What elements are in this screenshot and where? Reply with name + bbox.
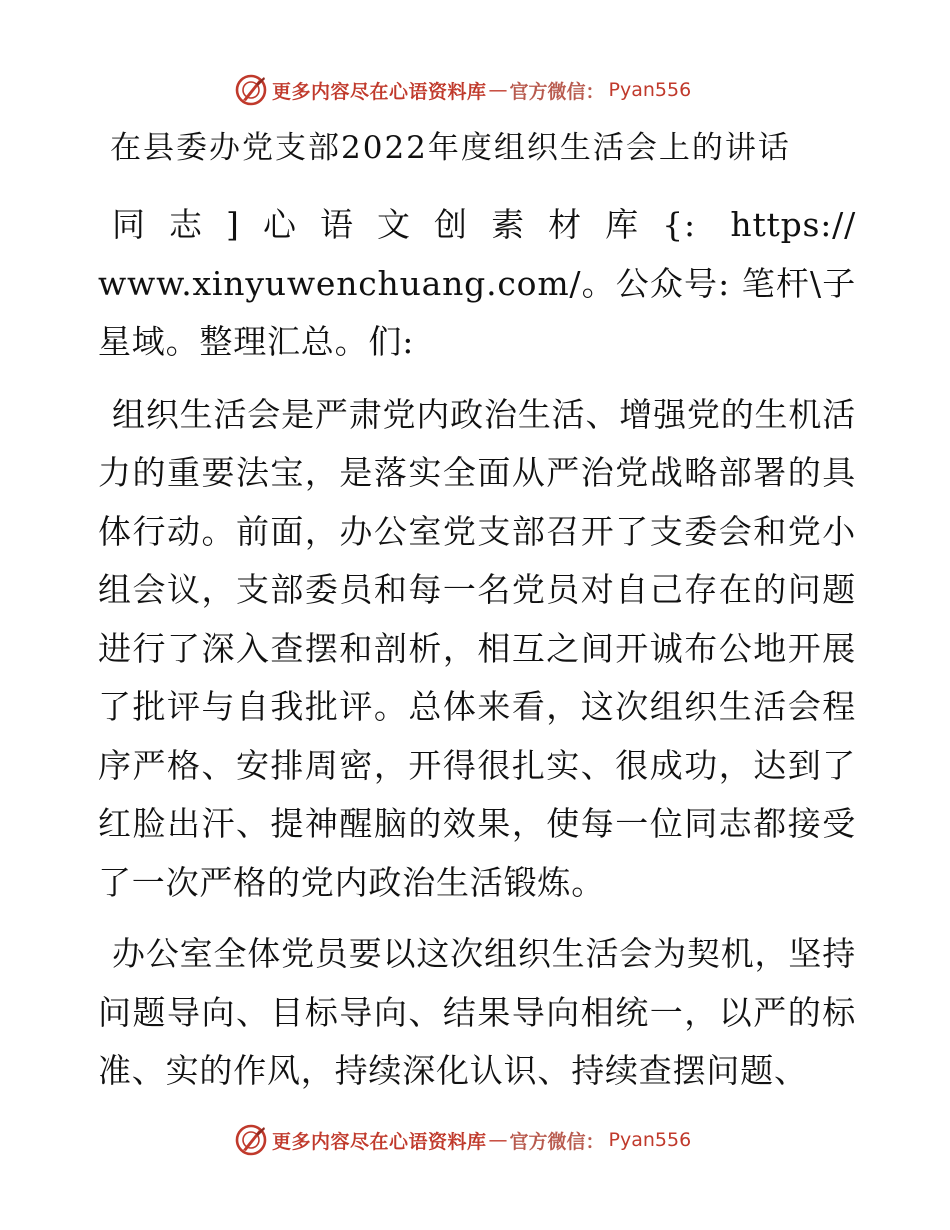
footer-watermark-banner xyxy=(234,1122,691,1158)
document-body xyxy=(98,124,856,1101)
banner-wechat-label: 官方微信： xyxy=(509,80,605,103)
document-title: 在县委办党支部2022年度组织生活会上的讲话 xyxy=(110,130,791,166)
banner-wechat-id: Pyan556 xyxy=(608,1129,692,1151)
banner-separator: — xyxy=(488,79,508,101)
banner-wechat-label: 官方微信： xyxy=(509,1130,605,1153)
quill-pen-logo-icon xyxy=(234,73,268,107)
banner-main-text: 更多内容尽在心语资料库 xyxy=(272,80,487,103)
banner-separator: — xyxy=(488,1129,508,1151)
paragraph-body-2: 办公室全体党员要以这次组织生活会为契机，坚持问题导向、目标导向、结果导向相统一，以严的标准、实的作风，持续深化认识、持续查摆问题、 xyxy=(98,934,856,1090)
quill-pen-logo-icon xyxy=(234,1123,268,1157)
banner-wechat-id: Pyan556 xyxy=(608,79,692,101)
header-watermark-banner xyxy=(234,72,691,108)
paragraph-salutation: 同志]心语文创素材库{: https:// www.xinyuwenchuang.com/。公众号: 笔杆\子星域。整理汇总。们: xyxy=(98,205,856,361)
banner-main-text: 更多内容尽在心语资料库 xyxy=(272,1130,487,1153)
paragraph-body-1: 组织生活会是严肃党内政治生活、增强党的生机活力的重要法宝，是落实全面从严治党战略部署的具体行动。前面，办公室党支部召开了支委会和党小组会议，支部委员和每一名党员对自己存在的问题进行了深入查摆和剖析，相互之间开诚布公地开展了批评与自我批评。总体来看，这次组织生活会程序严格、安排周密，开得很扎实、很成功，达到了红脸出汗、提神醒脑的效果，使每一位同志都接受了一次严格的党内政治生活锻炼。 xyxy=(98,394,856,902)
